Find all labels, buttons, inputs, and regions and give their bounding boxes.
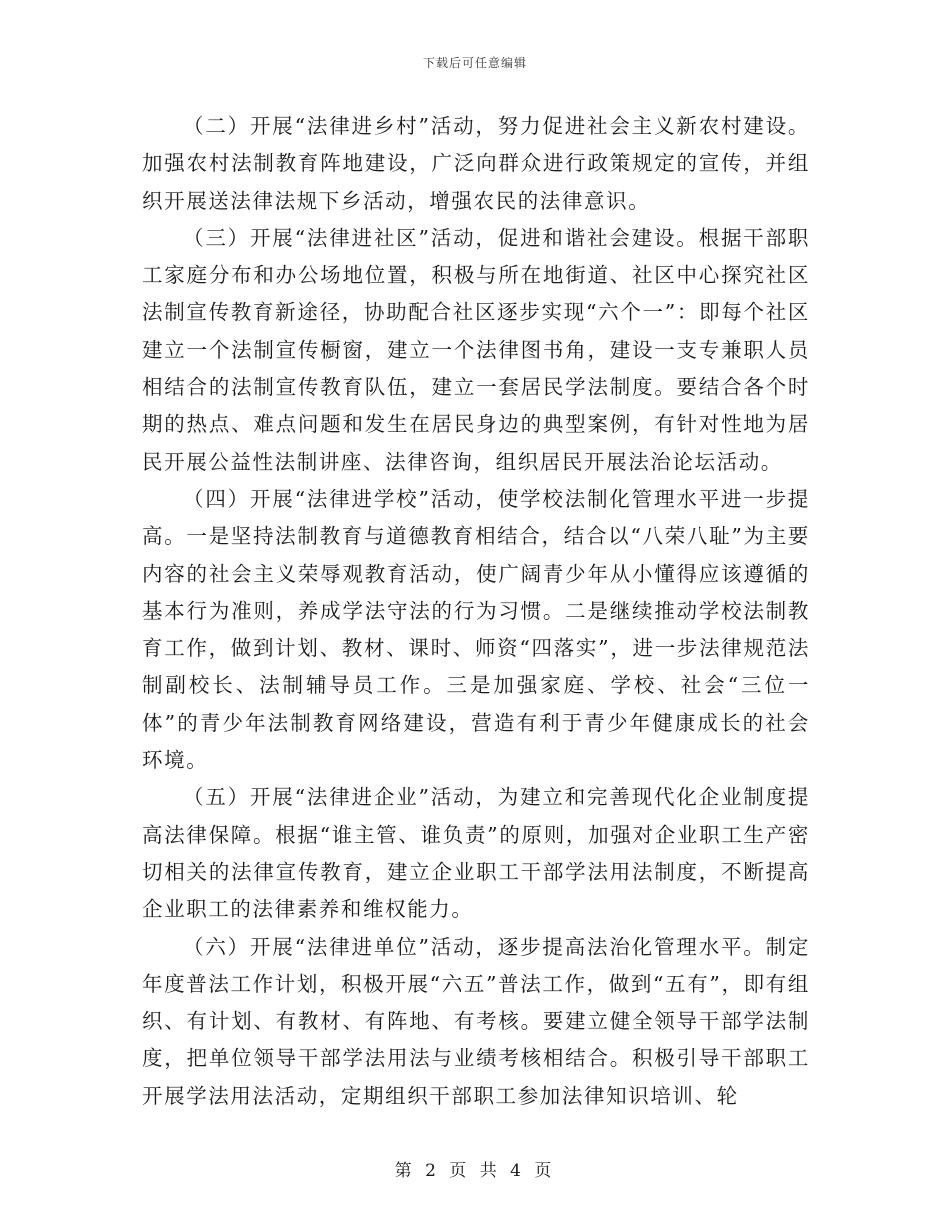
paragraph-enterprise: （五）开展“法律进企业”活动，为建立和完善现代化企业制度提高法律保障。根据“谁主管、谁负责”的原则，加强对企业职工生产密切相关的法律宣传教育，建立企业职工干部学法用法制度，不断提高企业职工的法律素养和维权能力。	[142, 785, 810, 922]
page-number: 第 2 页 共 4 页	[394, 1161, 556, 1181]
document-body	[142, 108, 810, 1115]
paragraph-community: （三）开展“法律进社区”活动，促进和谐社会建设。根据干部职工家庭分布和办公场地位置，积极与所在地街道、社区中心探究社区法制宣传教育新途径，协助配合社区逐步实现“六个一”：即每个社区建立一个法制宣传橱窗，建立一个法律图书角，建设一支专兼职人员相结合的法制宣传教育队伍，建立一套居民学法制度。要结合各个时期的热点、难点问题和发生在居民身边的典型案例，有针对性地为居民开展公益性法制讲座、法律咨询，组织居民开展法治论坛活动。	[142, 225, 810, 474]
paragraph-unit: （六）开展“法律进单位”活动，逐步提高法治化管理水平。制定年度普法工作计划，积极开展“六五”普法工作，做到“五有”，即有组织、有计划、有教材、有阵地、有考核。要建立健全领导干部学法制度，把单位领导干部学法用法与业绩考核相结合。积极引导干部职工开展学法用法活动，定期组织干部职工参加法律知识培训、轮	[142, 934, 810, 1108]
paragraph-school: （四）开展“法律进学校”活动，使学校法制化管理水平进一步提高。一是坚持法制教育与道德教育相结合，结合以“八荣八耻”为主要内容的社会主义荣辱观教育活动，使广阔青少年从小懂得应该遵循的基本行为准则，养成学法守法的行为习惯。二是继续推动学校法制教育工作，做到计划、教材、课时、师资“四落实”，进一步法律规范法制副校长、法制辅导员工作。三是加强家庭、学校、社会“三位一体”的青少年法制教育网络建设，营造有利于青少年健康成长的社会环境。	[142, 486, 810, 773]
paragraph-village: （二）开展“法律进乡村”活动，努力促进社会主义新农村建设。加强农村法制教育阵地建设，广泛向群众进行政策规定的宣传，并组织开展送法律法规下乡活动，增强农民的法律意识。	[142, 114, 810, 213]
header-note: 下载后可任意编辑	[422, 56, 527, 70]
